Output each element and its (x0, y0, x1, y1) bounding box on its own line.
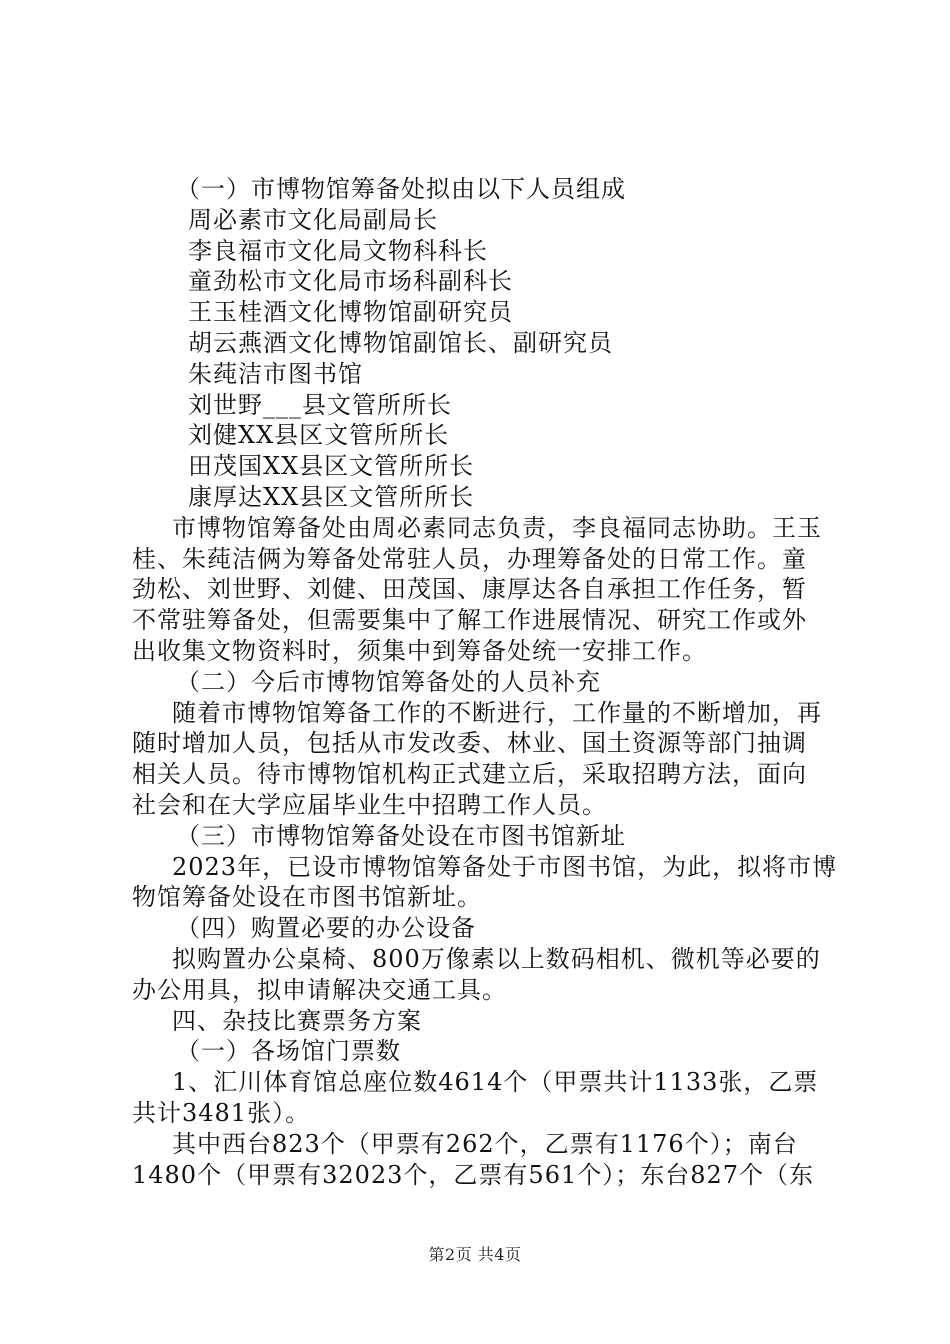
paragraph-line: 2023年，已设市博物馆筹备处于市图书馆，为此，拟将市博 (172, 852, 838, 881)
paragraph-line: 相关人员。待市博物馆机构正式建立后，采取招聘方法，面向 (132, 760, 807, 789)
paragraph-line: 桂、朱莼洁俩为筹备处常驻人员，办理筹备处的日常工作。童 (132, 544, 807, 573)
member-line: 田茂国XX县区文管所所长 (188, 452, 475, 481)
member-line: 王玉桂酒文化博物馆副研究员 (188, 298, 513, 327)
paragraph-line: 共计3481张）。 (132, 1098, 311, 1127)
paragraph-line: 社会和在大学应届毕业生中招聘工作人员。 (132, 790, 607, 819)
paragraph-line: 市博物馆筹备处由周必素同志负责，李良福同志协助。王玉 (172, 513, 822, 542)
member-line: 康厚达XX县区文管所所长 (188, 482, 475, 511)
member-line: 刘健XX县区文管所所长 (188, 421, 450, 450)
member-line: 李良福市文化局文物科科长 (188, 236, 488, 265)
page-number-footer: 第2页 共4页 (428, 1245, 522, 1264)
paragraph-line: 办公用具，拟申请解决交通工具。 (132, 975, 507, 1004)
paragraph-line: 出收集文物资料时，须集中到筹备处统一安排工作。 (132, 636, 707, 665)
paragraph-line: 拟购置办公桌椅、800万像素以上数码相机、微机等必要的 (172, 944, 821, 973)
member-line: 童劲松市文化局市场科副科长 (188, 267, 513, 296)
paragraph-line: 随时增加人员，包括从市发改委、林业、国土资源等部门抽调 (132, 729, 807, 758)
section-heading-3: （三）市博物馆筹备处设在市图书馆新址 (176, 821, 626, 850)
chapter-heading: 四、杂技比赛票务方案 (172, 1006, 422, 1035)
section-heading-4: （四）购置必要的办公设备 (176, 914, 476, 943)
paragraph-line: 物馆筹备处设在市图书馆新址。 (132, 883, 482, 912)
paragraph-line: 1、汇川体育馆总座位数4614个（甲票共计1133张，乙票 (172, 1068, 819, 1097)
paragraph-line: 1480个（甲票有32023个，乙票有561个）；东台827个（东 (132, 1160, 815, 1189)
member-line: 刘世野___县文管所所长 (188, 390, 452, 419)
paragraph-line: 劲松、刘世野、刘健、田茂国、康厚达各自承担工作任务，暂 (132, 575, 807, 604)
document-body (132, 174, 838, 1190)
member-line: 周必素市文化局副局长 (188, 205, 438, 234)
paragraph-line: 随着市博物馆筹备工作的不断进行，工作量的不断增加，再 (172, 698, 822, 727)
paragraph-line: 不常驻筹备处，但需要集中了解工作进展情况、研究工作或外 (132, 606, 807, 635)
section-heading-2: （二）今后市博物馆筹备处的人员补充 (176, 667, 601, 696)
paragraph-line: 其中西台823个（甲票有262个，乙票有1176个）；南台 (172, 1129, 798, 1158)
section-heading-1: （一）市博物馆筹备处拟由以下人员组成 (176, 175, 626, 203)
member-line: 朱莼洁市图书馆 (188, 359, 363, 388)
member-line: 胡云燕酒文化博物馆副馆长、副研究员 (188, 328, 613, 357)
section-heading-5: （一）各场馆门票数 (176, 1037, 401, 1066)
